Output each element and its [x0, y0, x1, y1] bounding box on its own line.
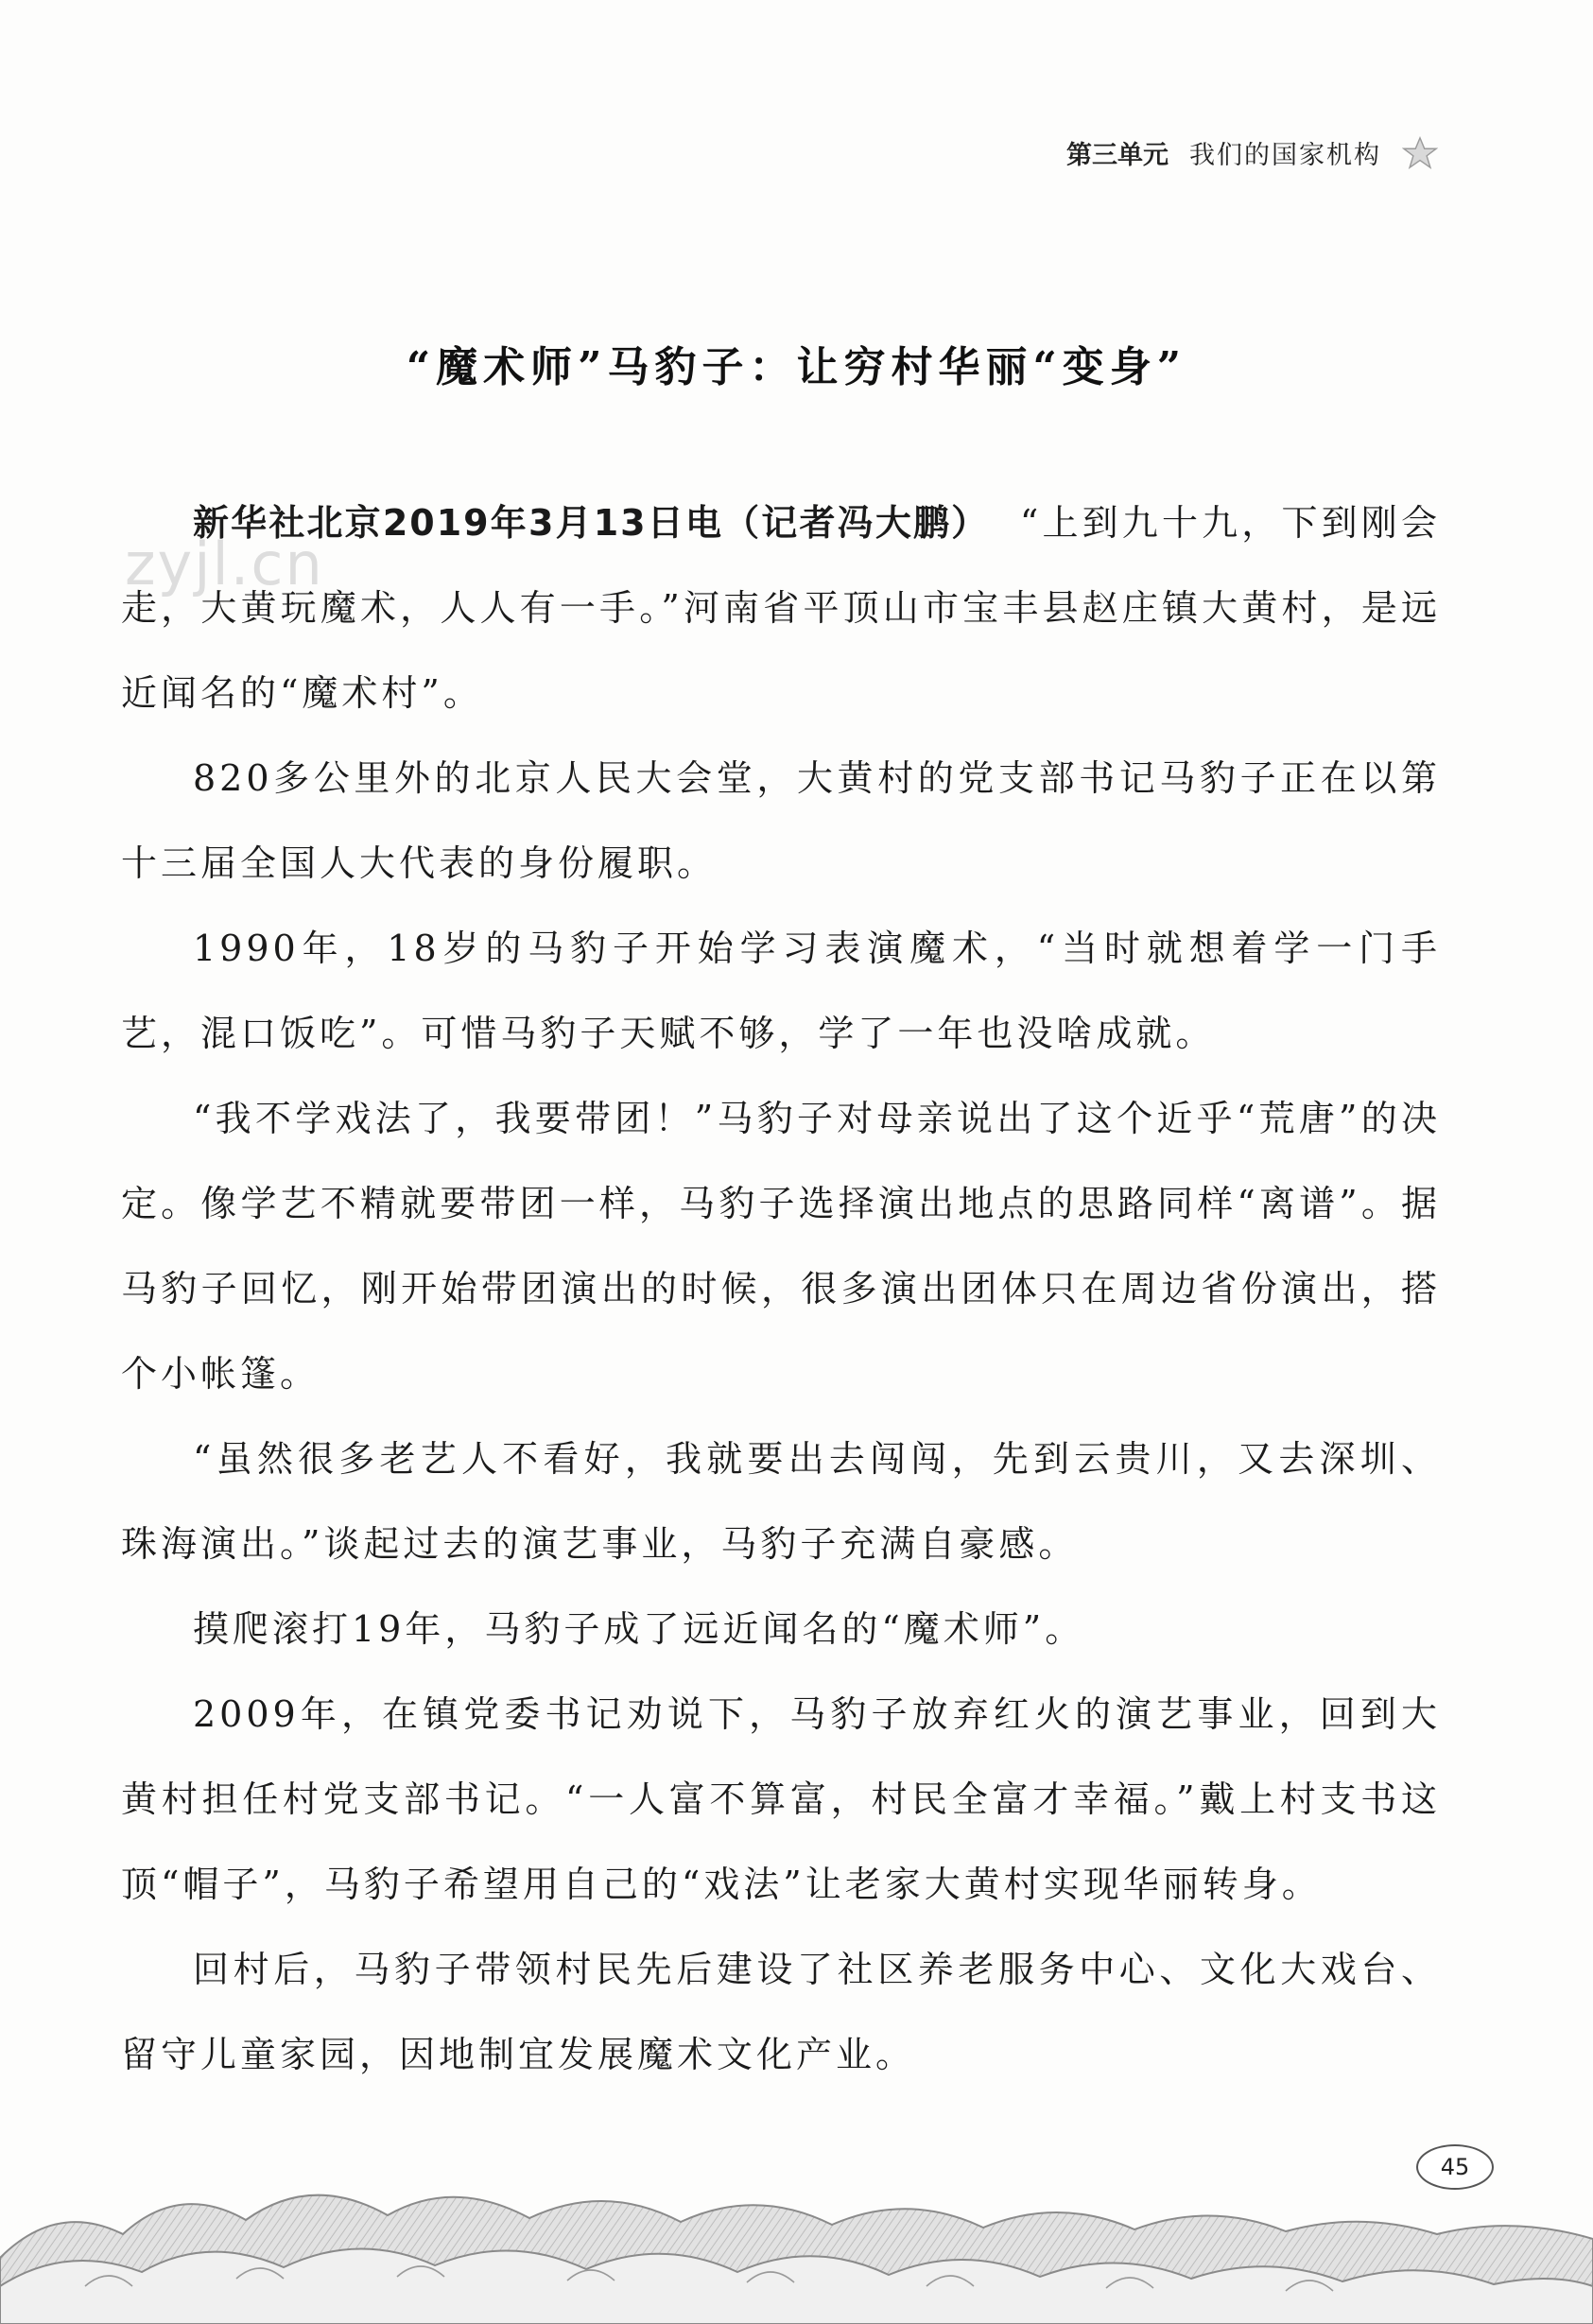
- paragraph: 1990年，18岁的马豹子开始学习表演魔术，“当时就想着学一门手艺，混口饭吃”。可惜马豹子天赋不够，学了一年也没啥成就。: [121, 928, 1441, 1054]
- cloud-wave-decoration: [0, 2144, 1593, 2324]
- paragraph: 820多公里外的北京人民大会堂，大黄村的党支部书记马豹子正在以第十三届全国人大代表的身份履职。: [121, 757, 1441, 884]
- star-icon: [1402, 135, 1438, 171]
- page-number: 45: [1416, 2144, 1494, 2190]
- running-header: [1066, 134, 1438, 171]
- section-label: 我们的国家机构: [1189, 141, 1381, 170]
- paragraph-text: “上到九十九，下到刚会走，大黄玩魔术，人人有一手。”河南省平顶山市宝丰县赵庄镇大黄村，是远近闻名的“魔术村”。: [121, 502, 1441, 714]
- paragraph: “我不学戏法了，我要带团！”马豹子对母亲说出了这个近乎“荒唐”的决定。像学艺不精就要带团一样，马豹子选择演出地点的思路同样“离谱”。据马豹子回忆，刚开始带团演出的时候，很多演出团体只在周边省份演出，搭个小帐篷。: [121, 1098, 1441, 1395]
- watermark: zyjl.cn: [125, 529, 324, 598]
- article-body: [121, 480, 1441, 2097]
- paragraph: 摸爬滚打19年，马豹子成了远近闻名的“魔术师”。: [193, 1608, 1085, 1650]
- paragraph: 回村后，马豹子带领村民先后建设了社区养老服务中心、文化大戏台、留守儿童家园，因地制宜发展魔术文化产业。: [121, 1949, 1441, 2075]
- dateline: 新华社北京2019年3月13日电（记者冯大鹏）: [193, 502, 990, 544]
- article-title: “魔术师”马豹子：让穷村华丽“变身”: [406, 343, 1187, 391]
- paragraph: “虽然很多老艺人不看好，我就要出去闯闯，先到云贵川，又去深圳、珠海演出。”谈起过去的演艺事业，马豹子充满自豪感。: [121, 1438, 1441, 1565]
- paragraph: 2009年，在镇党委书记劝说下，马豹子放弃红火的演艺事业，回到大黄村担任村党支部书记。“一人富不算富，村民全富才幸福。”戴上村支书这顶“帽子”，马豹子希望用自己的“戏法”让老家大黄村实现华丽转身。: [121, 1693, 1441, 1905]
- unit-label: 第三单元: [1066, 141, 1169, 170]
- paragraph: [121, 480, 1441, 736]
